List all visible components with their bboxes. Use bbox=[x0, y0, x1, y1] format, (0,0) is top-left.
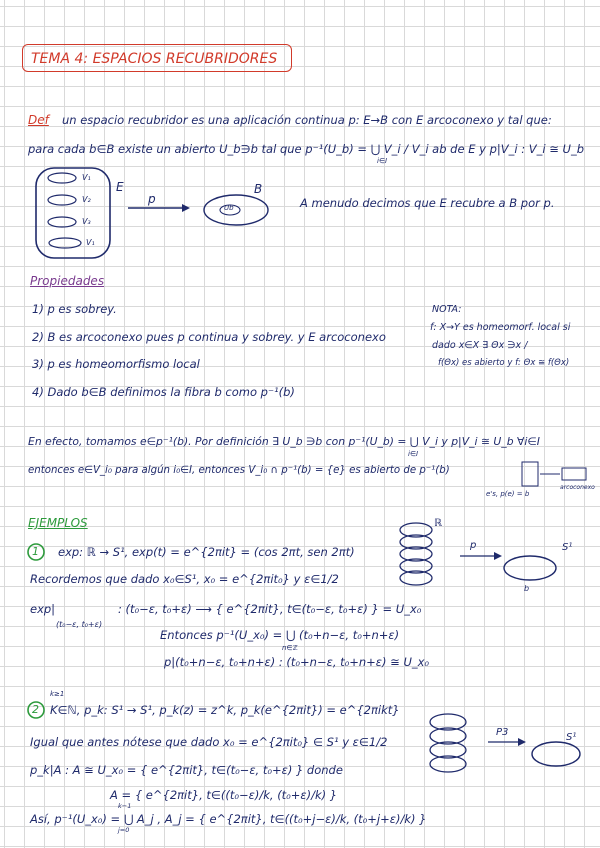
ex1-label-b: b bbox=[524, 584, 530, 593]
ex1-line-5: p|(t₀+n−ε, t₀+n+ε) : (t₀+n−ε, t₀+n+ε) ≅ U_x₀ bbox=[164, 655, 430, 669]
fiber-note-1: e's, p(e) = b bbox=[486, 490, 530, 498]
ex2-line-1: K∈ℕ, p_k: S¹ → S¹, p_k(z) = z^k, p_k(e^{2πit}) = e^{2πikt} bbox=[50, 703, 400, 717]
nota-line-3: f(Θx) es abierto y f: Θx ≅ f(Θx) bbox=[438, 358, 570, 368]
label-arrow-p: p bbox=[148, 192, 156, 206]
effect-line-2: entonces e∈V_i₀ para algún i₀∈I, entonces V_i₀ ∩ p⁻¹(b) = {e} es abierto de p⁻¹(b) bbox=[28, 465, 450, 476]
def-note: A menudo decimos que E recubre a B por p. bbox=[300, 196, 555, 210]
ex2-line-5-index: j=0 bbox=[118, 826, 130, 834]
def-union-index: i∈I bbox=[377, 157, 388, 165]
sheet-label-4: V₁ bbox=[86, 238, 95, 247]
props-title: Propiedades bbox=[30, 274, 105, 288]
space-b-outline bbox=[204, 195, 268, 225]
spring-s1 bbox=[430, 714, 466, 772]
ex1-exp-label: exp| bbox=[30, 602, 56, 616]
prop-3: 3) p es homeomorfismo local bbox=[32, 357, 200, 371]
ex1-arrow-head bbox=[494, 552, 502, 560]
ex2-arrow-head bbox=[518, 738, 526, 746]
circle-s1-target bbox=[532, 742, 580, 766]
ex2-line-4: A = { e^{2πit}, t∈((t₀−ε)/k, (t₀+ε)/k) } bbox=[110, 788, 338, 802]
nota-line-1: f: X→Y es homeomorf. local si bbox=[430, 322, 571, 333]
circle-s1 bbox=[504, 556, 556, 580]
ex2-k-note: k≥1 bbox=[50, 690, 65, 698]
ex1-line-2: Recordemos que dado x₀∈S¹, x₀ = e^{2πit₀} y ε∈1/2 bbox=[30, 572, 339, 586]
effect-union-index: i∈I bbox=[408, 450, 419, 458]
ex2-line-3: p_k|A : A ≅ U_x₀ = { e^{2πit}, t∈(t₀−ε, t₀+ε) } donde bbox=[30, 763, 343, 777]
ex1-line-3: : (t₀−ε, t₀+ε) ⟶ { e^{2πit}, t∈(t₀−ε, t₀+ε) } = U_x₀ bbox=[118, 602, 422, 616]
label-ub: Ub bbox=[224, 204, 234, 212]
def-label: Def bbox=[28, 113, 49, 127]
helix-r bbox=[400, 523, 432, 585]
fiber-box bbox=[522, 462, 538, 486]
ex2-label-s1: S¹ bbox=[566, 732, 577, 743]
fiber-note-2: arcoconexo bbox=[560, 484, 595, 491]
ex1-line-4: Entonces p⁻¹(U_x₀) = ⋃ (t₀+n−ε, t₀+n+ε) bbox=[160, 628, 400, 642]
arrow-p-head bbox=[182, 204, 190, 212]
ex2-line-2: Igual que antes nótese que dado x₀ = e^{2πit₀} ∈ S¹ y ε∈1/2 bbox=[30, 735, 388, 749]
sheet-label-3: V₃ bbox=[82, 217, 91, 226]
sheet-v2 bbox=[48, 195, 76, 205]
ex2-line-5: Así, p⁻¹(U_x₀) = ⋃ A_j , A_j = { e^{2πit}, t∈((t₀+j−ε)/k, (t₀+j+ε)/k) } bbox=[30, 812, 427, 826]
nota-title: NOTA: bbox=[432, 304, 462, 315]
ex1-exp-sub: (t₀−ε, t₀+ε) bbox=[56, 620, 103, 629]
ex2-number: 2 bbox=[32, 703, 39, 716]
sheet-v4 bbox=[49, 238, 81, 248]
effect-line-1: En efecto, tomamos e∈p⁻¹(b). Por definición ∃ U_b ∋b con p⁻¹(U_b) = ⋃ V_i y p|V_i ≅ U_b ∀i∈I bbox=[28, 435, 540, 448]
ex1-label-r: ℝ bbox=[434, 518, 442, 529]
sheet-v1 bbox=[48, 173, 76, 183]
ex1-label-s1: S¹ bbox=[562, 542, 573, 553]
label-e: E bbox=[116, 180, 124, 194]
ex2-arrow-label: P3 bbox=[496, 727, 509, 738]
ex2-line-5-top: k−1 bbox=[118, 802, 132, 810]
label-b: B bbox=[254, 182, 263, 196]
def-line-1: un espacio recubridor es una aplicación continua p: E→B con E arcoconexo y tal que: bbox=[62, 113, 552, 127]
ex1-number: 1 bbox=[32, 545, 39, 558]
sheet-v3 bbox=[48, 217, 76, 227]
nota-line-2: dado x∈X ∃ Θx ∋x / bbox=[432, 340, 528, 351]
ex1-arrow-label: p bbox=[470, 540, 477, 551]
ex1-line-4-index: n∈ℤ bbox=[282, 644, 298, 652]
prop-1: 1) p es sobrey. bbox=[32, 302, 117, 316]
examples-title: EJEMPLOS bbox=[28, 516, 88, 530]
def-line-2: para cada b∈B existe un abierto U_b∋b tal que p⁻¹(U_b) = ⋃ V_i / V_i ab de E y p|V_i : V_i ≅ U_b bbox=[28, 142, 584, 156]
sheet-label-2: V₂ bbox=[82, 195, 91, 204]
prop-4: 4) Dado b∈B definimos la fibra b como p⁻¹(b) bbox=[32, 385, 295, 399]
fiber-base bbox=[562, 468, 586, 480]
ex1-line-1: exp: ℝ → S¹, exp(t) = e^{2πit} = (cos 2πt, sen 2πt) bbox=[58, 545, 355, 559]
page-title: TEMA 4: ESPACIOS RECUBRIDORES bbox=[22, 44, 292, 72]
sheet-label-1: V₁ bbox=[82, 173, 91, 182]
prop-2: 2) B es arcoconexo pues p continua y sobrey. y E arcoconexo bbox=[32, 330, 386, 344]
